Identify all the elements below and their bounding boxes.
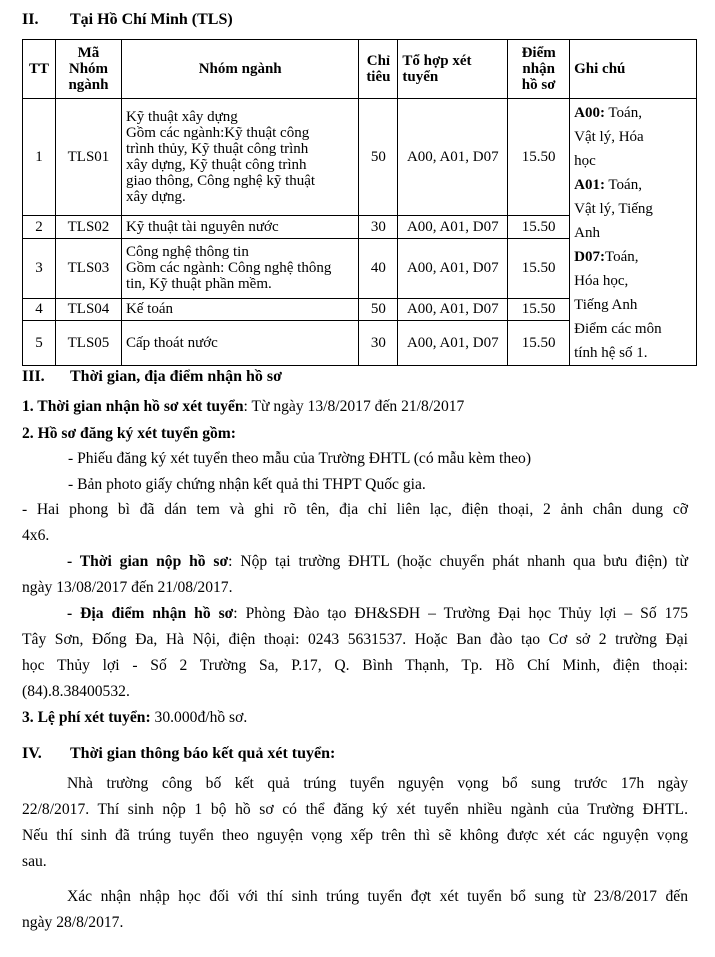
cell-tt: 4 [23, 298, 56, 320]
cell-nhom-nganh: Kỹ thuật tài nguyên nước [121, 216, 358, 238]
cell-nhom-nganh: Kế toán [121, 298, 358, 320]
header-tt: TT [23, 40, 56, 99]
section-3-number: III. [22, 368, 45, 385]
results-paragraph: Nếu thí sinh đã trúng tuyển theo nguyện vọng xếp trên thì sẽ không được xét các nguyện vọng [22, 827, 688, 844]
submit-time-line: - Thời gian nộp hồ sơ: Nộp tại trường ĐHTL (hoặc chuyển phát nhanh qua bưu điện) từ [67, 553, 688, 570]
cell-to-hop: A00, A01, D07 [398, 99, 508, 216]
header-ma-nhom: Mã Nhóm ngành [55, 40, 121, 99]
cell-diem: 15.50 [508, 298, 570, 320]
cell-to-hop: A00, A01, D07 [398, 216, 508, 238]
dossier-heading: 2. Hồ sơ đăng ký xét tuyển gồm: [22, 425, 236, 442]
cell-to-hop: A00, A01, D07 [398, 321, 508, 366]
cell-nhom-nganh: Cấp thoát nước [121, 321, 358, 366]
cell-chi-tieu: 50 [359, 298, 398, 320]
header-diem: Điểm nhận hồ sơ [508, 40, 570, 99]
receive-time-line: 1. Thời gian nhận hồ sơ xét tuyển: Từ ngày 13/8/2017 đến 21/8/2017 [22, 398, 465, 415]
fee-line: 3. Lệ phí xét tuyển: 30.000đ/hồ sơ. [22, 709, 248, 726]
cell-tt: 2 [23, 216, 56, 238]
receive-place-cont: Tây Sơn, Đống Đa, Hà Nội, điện thoại: 0243 5631537. Hoặc Ban đào tạo Cơ sở 2 trường Đại [22, 631, 688, 648]
table-row [23, 99, 697, 216]
header-nhom-nganh: Nhóm ngành [121, 40, 358, 99]
receive-place-line: - Địa điểm nhận hồ sơ: Phòng Đào tạo ĐH&SĐH – Trường Đại học Thủy lợi – Số 175 [67, 605, 688, 622]
cell-tt: 1 [23, 99, 56, 216]
cell-chi-tieu: 30 [359, 321, 398, 366]
cell-nhom-nganh: Công nghệ thông tin Gồm các ngành: Công nghệ thông tin, Kỹ thuật phần mềm. [121, 238, 358, 298]
cell-diem: 15.50 [508, 321, 570, 366]
header-chi-tieu: Chỉ tiêu [359, 40, 398, 99]
cell-tt: 3 [23, 238, 56, 298]
cell-ma: TLS03 [55, 238, 121, 298]
cell-chi-tieu: 50 [359, 99, 398, 216]
cell-chi-tieu: 40 [359, 238, 398, 298]
section-4-title: Thời gian thông báo kết quả xét tuyển: [70, 745, 336, 762]
dossier-item: - Phiếu đăng ký xét tuyển theo mẫu của Trường ĐHTL (có mẫu kèm theo) [68, 450, 532, 467]
results-paragraph: Nhà trường công bố kết quả trúng tuyển nguyện vọng bổ sung trước 17h ngày [67, 775, 688, 792]
cell-to-hop: A00, A01, D07 [398, 238, 508, 298]
cell-ma: TLS04 [55, 298, 121, 320]
dossier-item: - Hai phong bì đã dán tem và ghi rõ tên, địa chỉ liên lạc, điện thoại, 2 ảnh chân dung cỡ [22, 501, 688, 518]
section-4-number: IV. [22, 745, 42, 762]
section-2-title: Tại Hồ Chí Minh (TLS) [70, 11, 233, 28]
submit-time-cont: ngày 13/08/2017 đến 21/08/2017. [22, 579, 233, 596]
header-ghi-chu: Ghi chú [570, 40, 697, 99]
section-3-title: Thời gian, địa điểm nhận hồ sơ [70, 368, 283, 385]
cell-nhom-nganh: Kỹ thuật xây dựng Gồm các ngành:Kỹ thuật công trình thủy, Kỹ thuật công trình xây dựng, Kỹ thuật công trình giao thông, Công nghệ kỹ thuật xây dựng. [121, 99, 358, 216]
cell-chi-tieu: 30 [359, 216, 398, 238]
confirm-paragraph: Xác nhận nhập học đối với thí sinh trúng tuyển đợt xét tuyển bổ sung từ 23/8/2017 đến [67, 888, 688, 905]
cell-ma: TLS01 [55, 99, 121, 216]
cell-diem: 15.50 [508, 216, 570, 238]
section-4-heading [22, 745, 335, 763]
cell-tt: 5 [23, 321, 56, 366]
cell-diem: 15.50 [508, 238, 570, 298]
cell-ma: TLS05 [55, 321, 121, 366]
cell-ghi-chu: A00: Toán, Vật lý, Hóa học A01: Toán, Vật lý, Tiếng Anh D07:Toán, Hóa học, Tiếng Anh Điểm các môn tính hệ số 1. [570, 99, 697, 366]
section-2-number: II. [22, 11, 39, 28]
results-paragraph: sau. [22, 853, 47, 870]
receive-place-cont: (84).8.38400532. [22, 683, 130, 700]
cell-to-hop: A00, A01, D07 [398, 298, 508, 320]
confirm-paragraph: ngày 28/8/2017. [22, 914, 124, 931]
receive-place-cont: học Thủy lợi - Số 2 Trường Sa, P.17, Q. Bình Thạnh, Tp. Hồ Chí Minh, điện thoại: [22, 657, 688, 674]
admission-table [22, 39, 697, 366]
table-header-row [23, 40, 697, 99]
cell-ma: TLS02 [55, 216, 121, 238]
section-2-heading [22, 11, 233, 29]
section-3-heading [22, 368, 282, 386]
dossier-item: - Bản photo giấy chứng nhận kết quả thi THPT Quốc gia. [68, 476, 426, 493]
dossier-item-cont: 4x6. [22, 527, 50, 544]
cell-diem: 15.50 [508, 99, 570, 216]
header-to-hop: Tổ hợp xét tuyển [398, 40, 508, 99]
results-paragraph: 22/8/2017. Thí sinh nộp 1 bộ hồ sơ có thể đăng ký xét tuyển nhiều ngành của Trường ĐHTL. [22, 801, 688, 818]
